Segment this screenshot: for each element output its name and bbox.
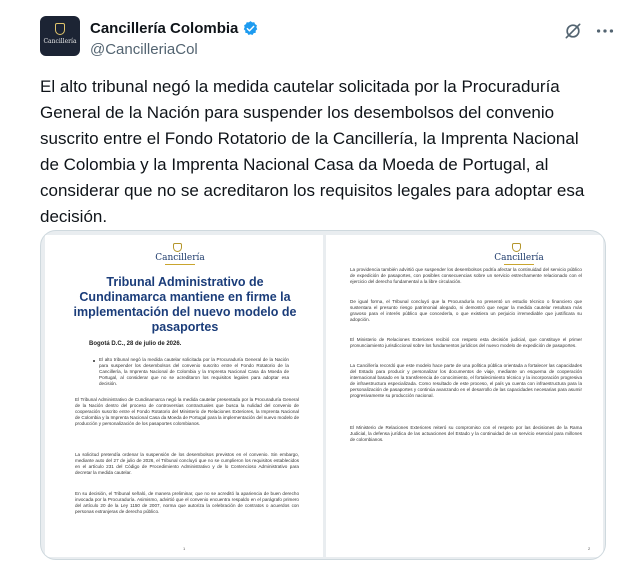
avatar[interactable]	[40, 16, 80, 56]
document-paragraph: La providencia también advirtió que suspender los desembolsos podría afectar la continuidad del servicio público de expedición de pasaportes, con posibles consecuencias sobre un servicio estrechamente relacionado con el ejercicio del derecho fundamental a la libre circulación.	[350, 267, 582, 285]
document-paragraph: De igual forma, el Tribunal concluyó que la Procuraduría no presentó un estudio técnico o financiero que sustentara el presunto riesgo patrimonial alegado, ni demostró que negar la medida cautelar resultara más gravoso para el interés público que concederla, o que existiera un perjuicio irremediable que justificara su adopción.	[350, 299, 582, 323]
logo-text: Cancillería	[494, 253, 544, 263]
page-number: 1	[183, 546, 186, 551]
tweet-text: El alto tribunal negó la medida cautelar solicitada por la Procuraduría General de la Nación para suspender los desembolsos del convenio suscrito entre el Fondo Rotatorio de la Cancillería, la Imprenta Nacional de Colombia y la Imprenta Nacional Casa da Moeda de Portugal, al considerar que no se acreditaron los requisitos legales para adoptar esa decisión.	[40, 77, 585, 226]
crest-icon	[55, 23, 65, 35]
coat-of-arms-icon	[173, 243, 182, 252]
tweet-header	[40, 16, 620, 66]
document-paragraph: En su decisión, el Tribunal señaló, de manera preliminar, que no se acreditó la apariencia de buen derecho invocada por la Procuraduría. Asimismo, advirtió que el convenio encuentra respaldo en el parágrafo primero del artículo 20 de la Ley 1150 de 2007, norma que autoriza la celebración de contratos o acuerdos con personas extranjeras de derecho público.	[75, 491, 299, 515]
document-paragraph: La Cancillería recordó que este modelo hace parte de una política pública orientada a fortalecer las capacidades del Estado para producir y personalizar los documentos de viaje, mediante un esquema de cooperación internacional basado en la transferencia de conocimiento, el fortalecimiento técnico y la incorporación progresiva de infraestructura especializada. Como resultado de este proceso, el país ya cuenta con infraestructura para la personalización de pasaportes y continúa avanzando en el desarrollo de las capacidades necesarias para asumir progresivamente su producción nacional.	[350, 363, 582, 399]
name-row	[90, 18, 259, 38]
logo-underline	[504, 264, 534, 265]
document-bullet: El alto tribunal negó la medida cautelar solicitada por la Procuraduría General de la Nación para suspender los desembolsos del convenio suscrito entre el Fondo Rotatorio de la Cancillería, la Imprenta Nacional de Colombia y la Imprenta Nacional Casa da Moeda de Portugal, al considerar que no se acreditaron los requisitos legales para adoptar esa decisión.	[99, 357, 289, 387]
avatar-label: Cancillería	[43, 38, 77, 45]
document-dateline: Bogotá D.C., 28 de julio de 2026.	[89, 341, 182, 347]
document-paragraph: El Ministerio de Relaciones Exteriores reiteró su compromiso con el respeto por las decisiones de la Rama Judicial, la defensa jurídica de las actuaciones del Estado y la continuidad de un servicio esencial para millones de colombianos.	[350, 425, 582, 443]
document-paragraph: La solicitud pretendía ordenar la suspensión de los desembolsos previstos en el convenio. Sin embargo, mediante auto del 27 de julio de 2026, el Tribunal concluyó que no se cumplieron los requisitos establecidos en el artículo 231 del Código de Procedimiento Administrativo y de lo Contencioso Administrativo para decretar la medida cautelar.	[75, 452, 299, 476]
document-page-2	[326, 235, 603, 557]
page-number: 2	[588, 546, 591, 551]
document-title: Tribunal Administrativo de Cundinamarca mantiene en firme la implementación del nuevo modelo de pasaportes	[73, 275, 297, 334]
account-handle[interactable]: @CancilleriaCol	[90, 41, 198, 58]
verified-badge-icon	[242, 20, 259, 37]
coat-of-arms-icon	[512, 243, 521, 252]
cancilleria-logo	[145, 243, 215, 265]
display-name[interactable]: Cancillería Colombia	[90, 19, 239, 37]
more-icon[interactable]	[594, 21, 616, 41]
document-page-1	[45, 235, 323, 557]
document-paragraph: El Ministerio de Relaciones Exteriores recibió con respeto esta decisión judicial, que constituye el primer pronunciamiento jurisdiccional sobre los fundamentos jurídicos del nuevo modelo de expedición de pasaportes.	[350, 337, 582, 349]
bullet-icon	[93, 360, 95, 362]
cancilleria-logo	[484, 243, 554, 265]
logo-underline	[165, 264, 195, 265]
grok-icon[interactable]	[563, 21, 583, 41]
logo-text: Cancillería	[155, 253, 205, 263]
document-paragraph: El Tribunal Administrativo de Cundinamarca negó la medida cautelar presentada por la Procuraduría General de la Nación dentro del proceso de controversias contractuales que busca la nulidad del convenio de cooperación suscrito entre el Fondo Rotatorio del Ministerio de Relaciones Exteriores, la Imprenta Nacional de Colombia y la Imprenta Nacional Casa da Moeda de Portugal para la implementación del nuevo modelo de producción y personalización de los pasaportes colombianos.	[75, 397, 299, 427]
tweet-media-image[interactable]	[40, 230, 606, 560]
